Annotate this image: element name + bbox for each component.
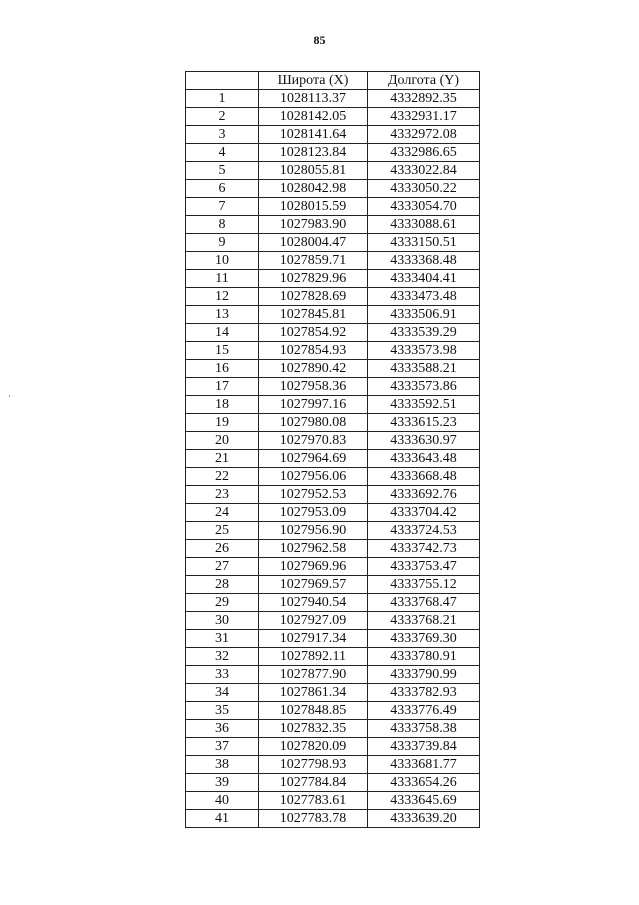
- longitude-value: 4333668.48: [368, 468, 480, 486]
- point-number: 14: [186, 324, 259, 342]
- table-row: [186, 504, 480, 522]
- table-row: [186, 162, 480, 180]
- point-number: 22: [186, 468, 259, 486]
- table-row: [186, 432, 480, 450]
- table-row: [186, 252, 480, 270]
- latitude-value: 1027828.69: [259, 288, 368, 306]
- table-row: [186, 810, 480, 828]
- latitude-value: 1027798.93: [259, 756, 368, 774]
- table-row: [186, 630, 480, 648]
- table-header-row: [186, 72, 480, 90]
- point-number: 18: [186, 396, 259, 414]
- coordinates-table: [185, 71, 480, 828]
- longitude-value: 4333692.76: [368, 486, 480, 504]
- point-number: 12: [186, 288, 259, 306]
- longitude-value: 4333755.12: [368, 576, 480, 594]
- latitude-value: 1027969.57: [259, 576, 368, 594]
- longitude-value: 4333724.53: [368, 522, 480, 540]
- latitude-value: 1027845.81: [259, 306, 368, 324]
- longitude-value: 4333768.21: [368, 612, 480, 630]
- point-number: 6: [186, 180, 259, 198]
- point-number: 38: [186, 756, 259, 774]
- latitude-value: 1027964.69: [259, 450, 368, 468]
- point-number: 28: [186, 576, 259, 594]
- longitude-value: 4333769.30: [368, 630, 480, 648]
- header-number: [186, 72, 259, 90]
- longitude-value: 4333050.22: [368, 180, 480, 198]
- point-number: 24: [186, 504, 259, 522]
- table-row: [186, 450, 480, 468]
- point-number: 26: [186, 540, 259, 558]
- latitude-value: 1027890.42: [259, 360, 368, 378]
- latitude-value: 1027829.96: [259, 270, 368, 288]
- table-row: [186, 216, 480, 234]
- longitude-value: 4333643.48: [368, 450, 480, 468]
- point-number: 13: [186, 306, 259, 324]
- longitude-value: 4332931.17: [368, 108, 480, 126]
- latitude-value: 1027854.93: [259, 342, 368, 360]
- table-row: [186, 108, 480, 126]
- latitude-value: 1028015.59: [259, 198, 368, 216]
- latitude-value: 1027820.09: [259, 738, 368, 756]
- latitude-value: 1027983.90: [259, 216, 368, 234]
- point-number: 19: [186, 414, 259, 432]
- latitude-value: 1027859.71: [259, 252, 368, 270]
- point-number: 20: [186, 432, 259, 450]
- longitude-value: 4333539.29: [368, 324, 480, 342]
- latitude-value: 1027970.83: [259, 432, 368, 450]
- table-row: [186, 270, 480, 288]
- longitude-value: 4333753.47: [368, 558, 480, 576]
- point-number: 23: [186, 486, 259, 504]
- header-latitude: Широта (X): [259, 72, 368, 90]
- latitude-value: 1027892.11: [259, 648, 368, 666]
- longitude-value: 4333776.49: [368, 702, 480, 720]
- table-row: [186, 396, 480, 414]
- table-row: [186, 720, 480, 738]
- latitude-value: 1027917.34: [259, 630, 368, 648]
- longitude-value: 4333645.69: [368, 792, 480, 810]
- table-row: [186, 666, 480, 684]
- latitude-value: 1027956.90: [259, 522, 368, 540]
- longitude-value: 4332972.08: [368, 126, 480, 144]
- page-number: 85: [313, 33, 326, 47]
- point-number: 7: [186, 198, 259, 216]
- longitude-value: 4333758.38: [368, 720, 480, 738]
- table-row: [186, 234, 480, 252]
- header-longitude: Долгота (Y): [368, 72, 480, 90]
- latitude-value: 1027877.90: [259, 666, 368, 684]
- point-number: 37: [186, 738, 259, 756]
- point-number: 11: [186, 270, 259, 288]
- point-number: 36: [186, 720, 259, 738]
- longitude-value: 4333639.20: [368, 810, 480, 828]
- longitude-value: 4333681.77: [368, 756, 480, 774]
- longitude-value: 4333368.48: [368, 252, 480, 270]
- point-number: 30: [186, 612, 259, 630]
- latitude-value: 1028113.37: [259, 90, 368, 108]
- table-row: [186, 90, 480, 108]
- latitude-value: 1027969.96: [259, 558, 368, 576]
- table-row: [186, 198, 480, 216]
- latitude-value: 1028123.84: [259, 144, 368, 162]
- longitude-value: 4333768.47: [368, 594, 480, 612]
- longitude-value: 4333630.97: [368, 432, 480, 450]
- longitude-value: 4333790.99: [368, 666, 480, 684]
- point-number: 32: [186, 648, 259, 666]
- longitude-value: 4333742.73: [368, 540, 480, 558]
- point-number: 34: [186, 684, 259, 702]
- longitude-value: 4333088.61: [368, 216, 480, 234]
- point-number: 15: [186, 342, 259, 360]
- longitude-value: 4333022.84: [368, 162, 480, 180]
- table-row: [186, 144, 480, 162]
- table-row: [186, 486, 480, 504]
- longitude-value: 4333615.23: [368, 414, 480, 432]
- longitude-value: 4332892.35: [368, 90, 480, 108]
- latitude-value: 1027783.78: [259, 810, 368, 828]
- longitude-value: 4333573.86: [368, 378, 480, 396]
- table-row: [186, 288, 480, 306]
- latitude-value: 1027784.84: [259, 774, 368, 792]
- latitude-value: 1027783.61: [259, 792, 368, 810]
- point-number: 41: [186, 810, 259, 828]
- longitude-value: 4333404.41: [368, 270, 480, 288]
- point-number: 21: [186, 450, 259, 468]
- table-row: [186, 738, 480, 756]
- table-row: [186, 684, 480, 702]
- latitude-value: 1027927.09: [259, 612, 368, 630]
- point-number: 1: [186, 90, 259, 108]
- point-number: 31: [186, 630, 259, 648]
- latitude-value: 1027832.35: [259, 720, 368, 738]
- longitude-value: 4333654.26: [368, 774, 480, 792]
- table-row: [186, 558, 480, 576]
- table-body: [186, 90, 480, 828]
- latitude-value: 1028142.05: [259, 108, 368, 126]
- table-row: [186, 324, 480, 342]
- latitude-value: 1027940.54: [259, 594, 368, 612]
- latitude-value: 1027953.09: [259, 504, 368, 522]
- point-number: 29: [186, 594, 259, 612]
- scan-speck: [9, 395, 10, 397]
- latitude-value: 1027956.06: [259, 468, 368, 486]
- latitude-value: 1027848.85: [259, 702, 368, 720]
- point-number: 17: [186, 378, 259, 396]
- point-number: 4: [186, 144, 259, 162]
- table-row: [186, 774, 480, 792]
- point-number: 2: [186, 108, 259, 126]
- latitude-value: 1027952.53: [259, 486, 368, 504]
- table-row: [186, 576, 480, 594]
- longitude-value: 4333054.70: [368, 198, 480, 216]
- latitude-value: 1028141.64: [259, 126, 368, 144]
- longitude-value: 4332986.65: [368, 144, 480, 162]
- table-row: [186, 414, 480, 432]
- table-row: [186, 594, 480, 612]
- table-row: [186, 792, 480, 810]
- point-number: 33: [186, 666, 259, 684]
- table-row: [186, 756, 480, 774]
- table-row: [186, 306, 480, 324]
- latitude-value: 1027997.16: [259, 396, 368, 414]
- point-number: 10: [186, 252, 259, 270]
- point-number: 39: [186, 774, 259, 792]
- table-row: [186, 702, 480, 720]
- longitude-value: 4333588.21: [368, 360, 480, 378]
- table-row: [186, 378, 480, 396]
- longitude-value: 4333573.98: [368, 342, 480, 360]
- table-row: [186, 468, 480, 486]
- longitude-value: 4333782.93: [368, 684, 480, 702]
- point-number: 25: [186, 522, 259, 540]
- table-row: [186, 612, 480, 630]
- latitude-value: 1027980.08: [259, 414, 368, 432]
- table-row: [186, 540, 480, 558]
- latitude-value: 1027958.36: [259, 378, 368, 396]
- table-row: [186, 126, 480, 144]
- longitude-value: 4333739.84: [368, 738, 480, 756]
- longitude-value: 4333592.51: [368, 396, 480, 414]
- table-row: [186, 360, 480, 378]
- point-number: 3: [186, 126, 259, 144]
- latitude-value: 1028055.81: [259, 162, 368, 180]
- point-number: 35: [186, 702, 259, 720]
- point-number: 16: [186, 360, 259, 378]
- longitude-value: 4333150.51: [368, 234, 480, 252]
- table-row: [186, 180, 480, 198]
- longitude-value: 4333704.42: [368, 504, 480, 522]
- longitude-value: 4333506.91: [368, 306, 480, 324]
- latitude-value: 1028004.47: [259, 234, 368, 252]
- longitude-value: 4333780.91: [368, 648, 480, 666]
- latitude-value: 1027962.58: [259, 540, 368, 558]
- latitude-value: 1028042.98: [259, 180, 368, 198]
- table-row: [186, 648, 480, 666]
- point-number: 5: [186, 162, 259, 180]
- table-row: [186, 342, 480, 360]
- latitude-value: 1027854.92: [259, 324, 368, 342]
- point-number: 9: [186, 234, 259, 252]
- point-number: 8: [186, 216, 259, 234]
- point-number: 27: [186, 558, 259, 576]
- longitude-value: 4333473.48: [368, 288, 480, 306]
- latitude-value: 1027861.34: [259, 684, 368, 702]
- table-row: [186, 522, 480, 540]
- point-number: 40: [186, 792, 259, 810]
